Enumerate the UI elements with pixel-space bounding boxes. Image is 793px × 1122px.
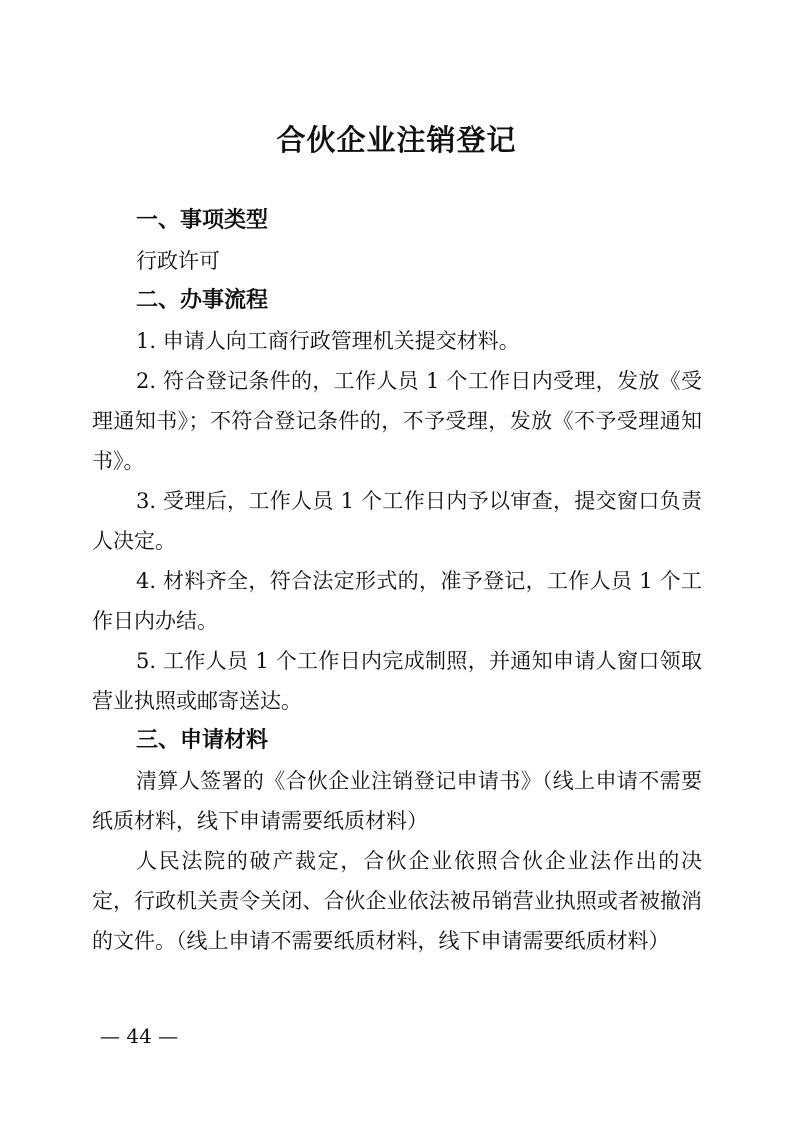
section-materials: [92, 721, 702, 961]
process-step: 2. 符合登记条件的，工作人员 1 个工作日内受理，发放《受理通知书》；不符合登记条件的，不予受理，发放《不予受理通知书》。: [92, 369, 702, 473]
process-step: 4. 材料齐全，符合法定形式的，准予登记，工作人员 1 个工作日内办结。: [92, 569, 702, 633]
process-step: 1. 申请人向工商行政管理机关提交材料。: [136, 329, 520, 353]
section-heading: 一、事项类型: [136, 208, 269, 233]
process-step: 3. 受理后，工作人员 1 个工作日内予以审查，提交窗口负责人决定。: [92, 489, 702, 553]
section-process: [92, 281, 702, 721]
document-body: [92, 201, 702, 961]
process-step: 5. 工作人员 1 个工作日内完成制照，并通知申请人窗口领取营业执照或邮寄送达。: [92, 649, 702, 713]
material-item: 清算人签署的《合伙企业注销登记申请书》（线上申请不需要纸质材料，线下申请需要纸质材料）: [92, 769, 702, 833]
page-number: — 44 —: [100, 1024, 179, 1048]
page-title: 合伙企业注销登记: [276, 123, 517, 157]
material-item: 人民法院的破产裁定，合伙企业依照合伙企业法作出的决定，行政机关责令关闭、合伙企业依法被吊销营业执照或者被撤消的文件。（线上申请不需要纸质材料，线下申请需要纸质材料）: [92, 849, 702, 953]
section-heading: 二、办事流程: [136, 288, 269, 313]
section-item-type: [92, 201, 702, 281]
paragraph: 行政许可: [136, 249, 220, 273]
section-heading: 三、申请材料: [136, 728, 269, 753]
